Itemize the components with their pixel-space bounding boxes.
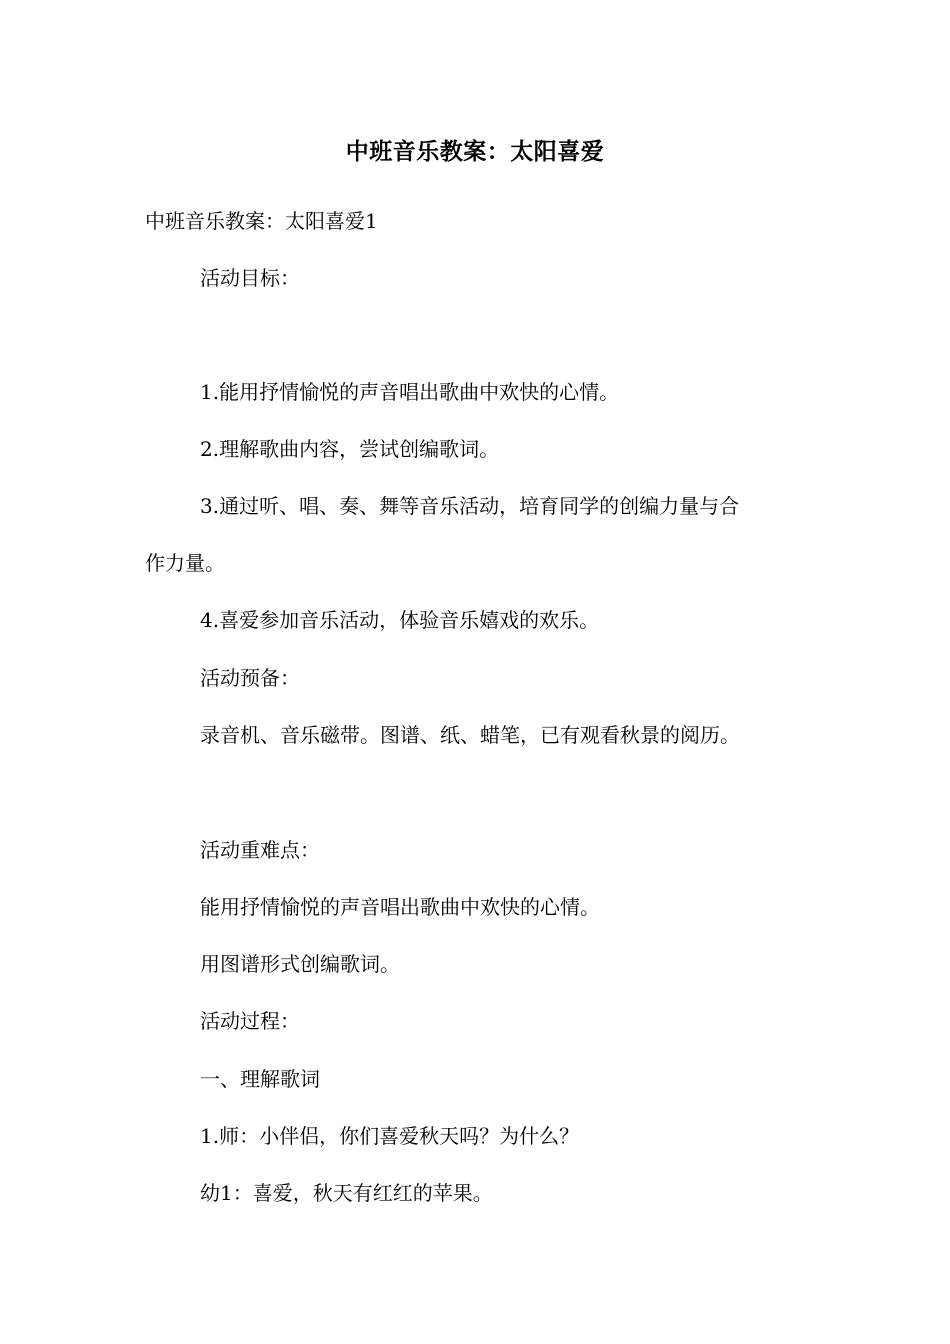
goal-item: 2.理解歌曲内容，尝试创编歌词。 bbox=[200, 437, 500, 461]
key-heading: 活动重难点： bbox=[200, 838, 320, 862]
document-subtitle: 中班音乐教案：太阳喜爱1 bbox=[145, 209, 378, 233]
goal-item: 1.能用抒情愉悦的声音唱出歌曲中欢快的心情。 bbox=[200, 380, 620, 404]
goal-item: 4.喜爱参加音乐活动，体验音乐嬉戏的欢乐。 bbox=[200, 608, 600, 632]
process-section-title: 一、理解歌词 bbox=[200, 1067, 320, 1091]
goal-item-continuation: 作力量。 bbox=[145, 551, 225, 575]
key-point: 能用抒情愉悦的声音唱出歌曲中欢快的心情。 bbox=[200, 895, 600, 919]
process-line: 幼1：喜爱，秋天有红红的苹果。 bbox=[200, 1181, 493, 1205]
document-title: 中班音乐教案：太阳喜爱 bbox=[345, 138, 605, 165]
goals-heading: 活动目标： bbox=[200, 266, 300, 290]
process-line: 1.师：小伴侣，你们喜爱秋天吗？为什么？ bbox=[200, 1124, 580, 1148]
prep-text: 录音机、音乐磁带。图谱、纸、蜡笔，已有观看秋景的阅历。 bbox=[200, 723, 740, 747]
prep-heading: 活动预备： bbox=[200, 666, 300, 690]
key-point: 用图谱形式创编歌词。 bbox=[200, 952, 400, 976]
goal-item: 3.通过听、唱、奏、舞等音乐活动，培育同学的创编力量与合 bbox=[200, 494, 740, 518]
process-heading: 活动过程： bbox=[200, 1009, 300, 1033]
